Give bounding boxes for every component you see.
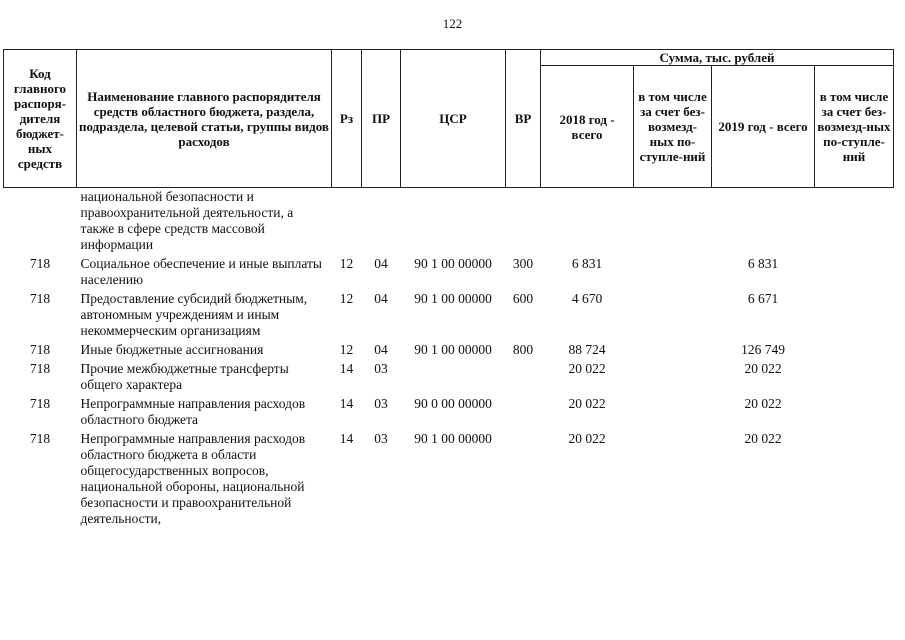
cell-2019-gratuitous: [815, 431, 894, 527]
page-number: 122: [442, 16, 463, 31]
header-vr: ВР: [506, 50, 541, 188]
table-row: [4, 431, 894, 527]
cell-rz: 14: [339, 361, 354, 376]
cell-vr: 800: [512, 342, 534, 357]
cell-name: Предоставление субсидий бюджетным, автономным учреждениям и иным некоммерческим организациям: [80, 291, 308, 338]
cell-vr: 600: [512, 291, 534, 306]
cell-csr: [401, 361, 506, 393]
cell-vr: [506, 361, 541, 393]
cell-pr: 04: [374, 342, 388, 357]
cell-code: 718: [29, 431, 51, 446]
table-row: [4, 256, 894, 288]
cell-2018-gratuitous: [634, 396, 712, 428]
cell-rz: 14: [339, 396, 354, 411]
cell-2019: 20 022: [744, 361, 782, 376]
cell-2018: 4 670: [571, 291, 603, 306]
header-rz: Рз: [332, 50, 362, 188]
cell-vr: [506, 396, 541, 428]
cell-2018-gratuitous: [634, 291, 712, 339]
cell-name: Непрограммные направления расходов областного бюджета в области общегосударственных вопросов, национальной обороны, национальной безопасности и правоохранительной деятельности,: [80, 431, 306, 526]
header-2019-total: 2019 год - всего: [712, 66, 815, 188]
budget-table: [3, 49, 894, 527]
cell-name: Иные бюджетные ассигнования: [80, 342, 264, 357]
cell-rz: 12: [339, 342, 354, 357]
header-2019-gratuitous: в том числе за счет без-возмезд-ных по-ступле-ний: [815, 66, 894, 188]
cell-name: Социальное обеспечение и иные выплаты населению: [80, 256, 322, 287]
cell-code: 718: [29, 396, 51, 411]
cell-rz: 12: [339, 291, 354, 306]
cell-csr: [401, 188, 506, 254]
header-sum-group: Сумма, тыс. рублей: [541, 50, 894, 66]
header-2018-total: 2018 год - всего: [541, 66, 634, 188]
cell-code: 718: [29, 291, 51, 306]
cell-vr: 300: [512, 256, 534, 271]
cell-name: национальной безопасности и правоохранительной деятельности, а также в сфере средств массовой информации: [80, 189, 294, 252]
cell-vr: [506, 188, 541, 254]
cell-code: 718: [29, 361, 51, 376]
cell-csr: 90 1 00 00000: [414, 431, 492, 446]
cell-vr: [506, 431, 541, 527]
cell-2019-gratuitous: [815, 188, 894, 254]
cell-2019: 6 831: [747, 256, 779, 271]
cell-2018-gratuitous: [634, 361, 712, 393]
header-pr: ПР: [362, 50, 401, 188]
table-row: [4, 342, 894, 358]
cell-pr: 04: [374, 256, 388, 271]
header-name: Наименование главного распорядителя средств областного бюджета, раздела, подраздела, целевой статьи, группы видов расходов: [77, 50, 332, 188]
cell-2018: 20 022: [568, 431, 606, 446]
cell-pr: 03: [374, 396, 388, 411]
cell-2019-gratuitous: [815, 396, 894, 428]
cell-2018-gratuitous: [634, 256, 712, 288]
cell-2018: 6 831: [571, 256, 603, 271]
cell-pr: 04: [374, 291, 388, 306]
cell-2019-gratuitous: [815, 256, 894, 288]
table-header: [4, 50, 894, 188]
cell-pr: [362, 188, 401, 254]
cell-csr: 90 1 00 00000: [414, 342, 492, 357]
cell-csr: 90 1 00 00000: [414, 291, 492, 306]
table-row: [4, 188, 894, 254]
table-row: [4, 291, 894, 339]
cell-name: Непрограммные направления расходов областного бюджета: [80, 396, 306, 427]
cell-2018: 20 022: [568, 361, 606, 376]
table-row: [4, 396, 894, 428]
cell-2018: [541, 188, 634, 254]
cell-code: 718: [29, 256, 51, 271]
cell-2018-gratuitous: [634, 188, 712, 254]
table-row: [4, 361, 894, 393]
cell-2019-gratuitous: [815, 361, 894, 393]
cell-code: [4, 188, 77, 254]
cell-name: Прочие межбюджетные трансферты общего характера: [80, 361, 289, 392]
cell-csr: 90 1 00 00000: [414, 256, 492, 271]
cell-2018: 20 022: [568, 396, 606, 411]
cell-2019-gratuitous: [815, 291, 894, 339]
cell-csr: 90 0 00 00000: [414, 396, 492, 411]
cell-rz: [332, 188, 362, 254]
cell-2018-gratuitous: [634, 342, 712, 358]
cell-pr: 03: [374, 361, 388, 376]
header-csr: ЦСР: [401, 50, 506, 188]
cell-2018: 88 724: [568, 342, 606, 357]
cell-2018-gratuitous: [634, 431, 712, 527]
cell-2019: 20 022: [744, 431, 782, 446]
cell-2019: 20 022: [744, 396, 782, 411]
cell-2019: 6 671: [747, 291, 779, 306]
cell-2019: [712, 188, 815, 254]
cell-code: 718: [29, 342, 51, 357]
cell-2019-gratuitous: [815, 342, 894, 358]
header-code: Код главного распоря-дителя бюджет-ных средств: [4, 50, 77, 188]
cell-rz: 14: [339, 431, 354, 446]
header-2018-gratuitous: в том числе за счет без-возмезд-ных по-ступле-ний: [634, 66, 712, 188]
cell-rz: 12: [339, 256, 354, 271]
cell-pr: 03: [374, 431, 388, 446]
cell-2019: 126 749: [741, 342, 785, 357]
